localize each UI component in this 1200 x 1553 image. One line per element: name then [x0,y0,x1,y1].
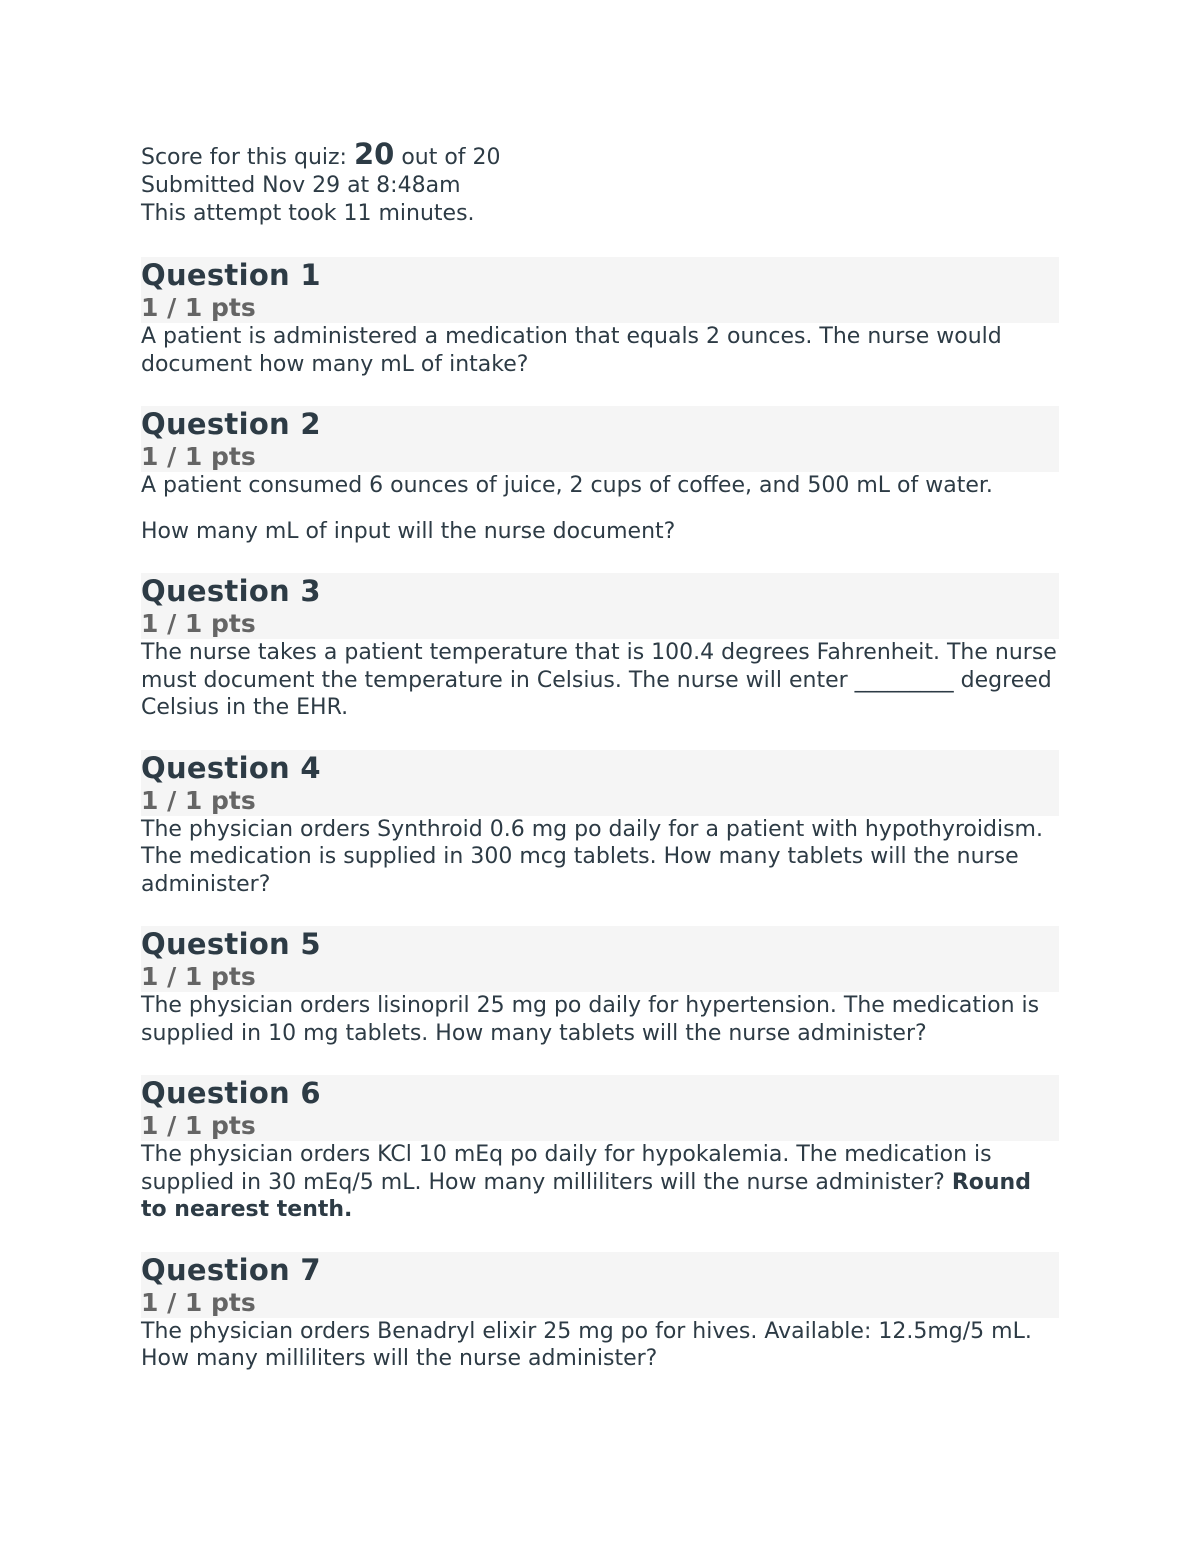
submitted-line: Submitted Nov 29 at 8:48am [141,173,461,198]
question-title: Question 2 [141,407,321,441]
question-title: Question 3 [141,574,321,608]
question-text-emphasis: Round to nearest tenth. [141,1169,1031,1222]
question-points: 1 / 1 pts [141,442,256,471]
question-6 [141,1075,1059,1224]
question-paragraph [141,1141,1059,1224]
question-text [141,639,1059,722]
question-header [141,406,1059,472]
question-points: 1 / 1 pts [141,1287,256,1317]
question-header [141,926,1059,992]
question-5 [141,926,1059,1047]
question-header [141,573,1059,639]
score-prefix: Score for this quiz: [141,145,354,170]
duration-line: This attempt took 11 minutes. [141,201,475,226]
question-points: 1 / 1 pts [141,785,256,815]
question-text [141,472,1059,545]
question-text-plain: The physician orders KCl 10 mEq po daily for hypokalemia. The medication is supplied in 30 mEq/5 mL. How many milliliters will the nurse administer? [141,1142,992,1195]
question-paragraph: The physician orders lisinopril 25 mg po daily for hypertension. The medication is supplied in 10 mg tablets. How many tablets will the nurse administer? [141,993,1040,1046]
question-paragraph: How many mL of input will the nurse document? [141,518,676,544]
question-title: Question 4 [141,750,321,785]
question-paragraph: A patient is administered a medication that equals 2 ounces. The nurse would document how many mL of intake? [141,324,1002,377]
question-4 [141,750,1059,899]
question-points: 1 / 1 pts [141,962,256,991]
question-text [141,1141,1059,1224]
question-paragraph: The physician orders Synthroid 0.6 mg po daily for a patient with hypothyroidism. The medication is supplied in 300 mcg tablets. How many tablets will the nurse administer? [141,816,1043,897]
question-7 [141,1252,1059,1373]
question-paragraph: A patient consumed 6 ounces of juice, 2 cups of coffee, and 500 mL of water. [141,473,993,498]
question-text [141,816,1059,899]
question-2 [141,406,1059,545]
quiz-results-page [141,137,1059,1373]
quiz-summary [141,137,1059,228]
question-1 [141,257,1059,378]
question-points: 1 / 1 pts [141,609,256,638]
score-suffix: out of 20 [394,145,501,170]
question-text [141,1318,1059,1373]
question-title: Question 6 [141,1076,321,1110]
question-title: Question 1 [141,258,321,292]
score-line [141,137,1059,172]
question-header [141,257,1059,323]
question-header [141,750,1059,816]
score-value: 20 [353,137,395,171]
question-paragraph: The physician orders Benadryl elixir 25 mg po for hives. Available: 12.5mg/5 mL. How many milliliters will the nurse administer? [141,1318,1032,1371]
question-3 [141,573,1059,722]
question-title: Question 5 [141,927,321,961]
question-header [141,1075,1059,1141]
question-title: Question 7 [141,1252,321,1287]
question-paragraph: The nurse takes a patient temperature that is 100.4 degrees Fahrenheit. The nurse must document the temperature in Celsius. The nurse will enter _________ degreed Celsius in the EHR. [141,640,1057,720]
question-text [141,992,1059,1047]
question-text [141,323,1059,378]
question-header [141,1252,1059,1318]
question-points: 1 / 1 pts [141,1111,256,1140]
question-points: 1 / 1 pts [141,293,256,322]
